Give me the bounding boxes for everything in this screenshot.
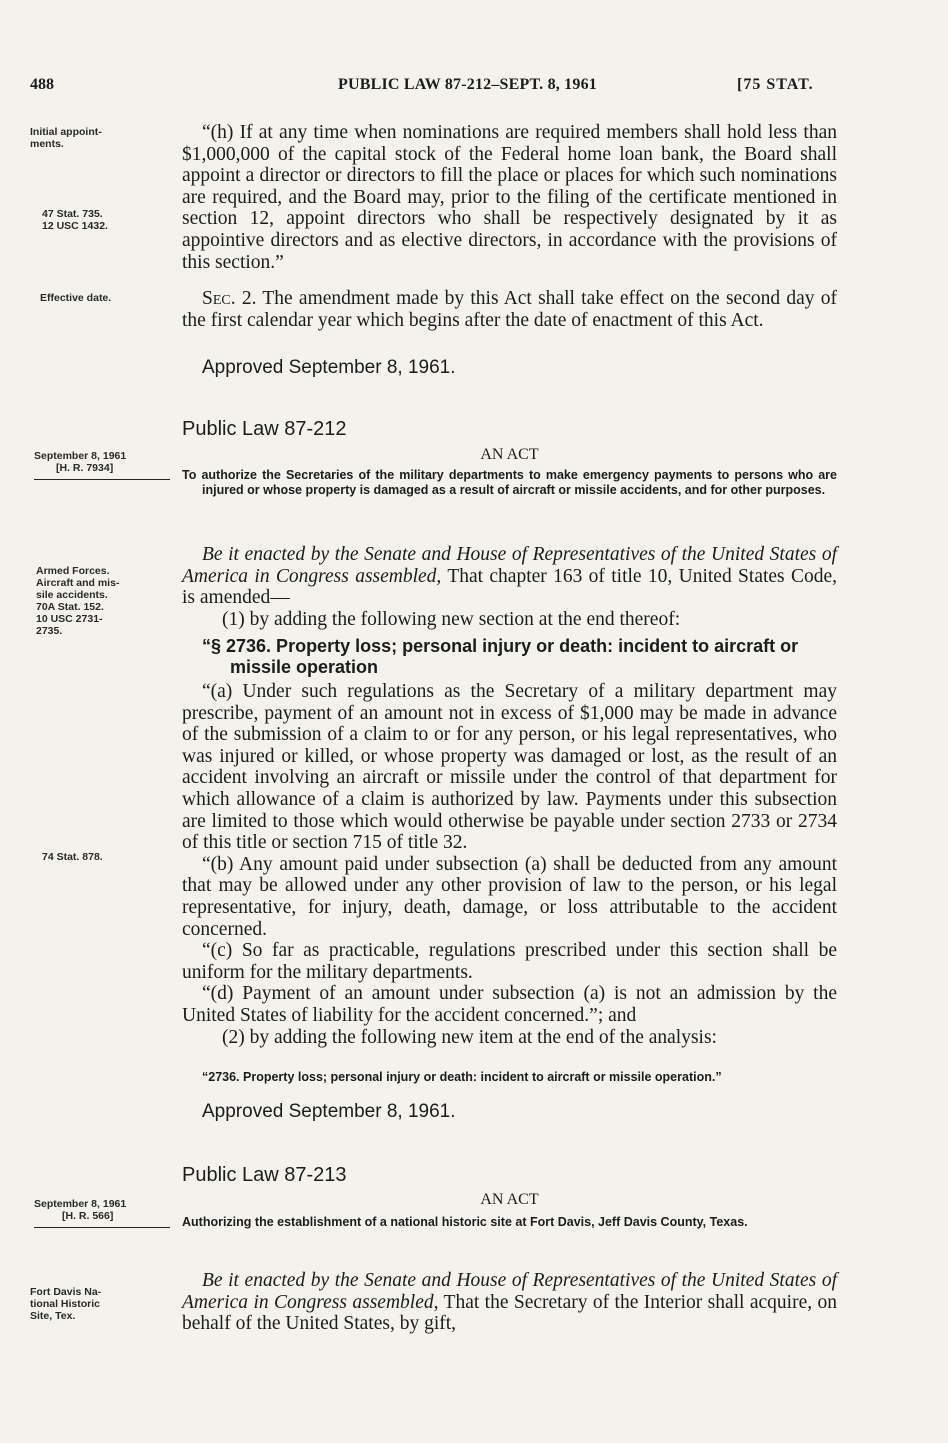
enacting-clause-213 [182, 1270, 837, 1335]
margin-line: [H. R. 566] [62, 1210, 114, 1222]
page-number: 488 [30, 76, 54, 93]
margin-line: tional Historic [30, 1298, 101, 1310]
purpose-213 [182, 1215, 837, 1230]
purpose-text: To authorize the Secretaries of the military departments to make emergency payments to persons who are injured or whose property is damaged as a result of aircraft or missile accidents, and for other purposes. [182, 468, 837, 497]
margin-line: Fort Davis Na- [30, 1286, 102, 1298]
an-act-213 [182, 1191, 837, 1209]
enacting-italic: Be it enacted by the Senate and House of Representatives of the United States of America in Congress assembled, [182, 1270, 837, 1313]
paragraph-d: “(d) Payment of an amount under subsection (a) is not an admission by the United States of liability for the accident concerned.”; and [182, 983, 837, 1026]
paragraph-h [182, 122, 837, 273]
purpose-212 [182, 468, 837, 498]
margin-line: September 8, 1961 [34, 450, 127, 462]
margin-note-sept8-213 [34, 1198, 174, 1222]
margin-note-sept8-212 [34, 450, 174, 474]
margin-note-74-stat [42, 851, 182, 863]
section-2 [182, 288, 837, 331]
margin-rule [34, 479, 170, 480]
section-label: Sec. 2. [202, 288, 257, 309]
analysis-item [202, 1070, 837, 1085]
section-2736-heading [202, 636, 837, 678]
public-law-213-heading: Public Law 87-213 [182, 1164, 347, 1186]
running-title: PUBLIC LAW 87-212–SEPT. 8, 1961 [338, 76, 597, 93]
section-heading-text: “§ 2736. Property loss; personal injury or death: incident to aircraft or missile operation [202, 636, 799, 677]
margin-line: 70A Stat. 152. [36, 601, 104, 613]
margin-note-armed-forces [36, 565, 176, 637]
margin-line: sile accidents. [36, 589, 108, 601]
margin-note-fort-davis [30, 1286, 170, 1322]
margin-note-effective-date [40, 292, 180, 304]
an-act-label: AN ACT [480, 1191, 539, 1208]
margin-line: 74 Stat. 878. [42, 851, 103, 863]
amendment-item-2: (2) by adding the following new item at the end of the analysis: [222, 1026, 717, 1048]
subsections-2736 [182, 681, 837, 1048]
margin-rule [34, 1227, 170, 1228]
margin-line: Effective date. [40, 292, 112, 304]
paragraph-text: “(h) If at any time when nominations are required members shall hold less than $1,000,000 of the capital stock of the Federal home loan bank, the Board shall appoint a director or directors to fill the place or places for which such nominations are required, and the Board may, prior to the filing of the certificate mentioned in section 12, appoint directors who shall be respectively designated by it as appointive directors and as elective directors, in accordance with the provisions of this section.” [182, 122, 837, 273]
paragraph-c: “(c) So far as practicable, regulations prescribed under this section shall be uniform for the military departments. [182, 940, 837, 983]
paragraph-b: “(b) Any amount paid under subsection (a) shall be deducted from any amount that may be allowed under any other provision of law to the person, or his legal representative, for injury, death, damage, or loss attributable to the accident concerned. [182, 853, 837, 940]
an-act-212 [182, 446, 837, 464]
margin-line: Aircraft and mis- [36, 577, 120, 589]
margin-line: [H. R. 7934] [56, 462, 114, 474]
approved-date-212: Approved September 8, 1961. [202, 357, 456, 378]
margin-line: 47 Stat. 735. [42, 208, 103, 220]
volume-label: [75 STAT. [737, 76, 814, 93]
margin-line: 2735. [36, 625, 63, 637]
margin-line: 10 USC 2731- [36, 613, 103, 625]
margin-note-47-stat [42, 208, 182, 232]
margin-line: 12 USC 1432. [42, 220, 108, 232]
enacting-text: That the Secretary of the Interior shall acquire, on behalf of the United States, by gift, [182, 1291, 837, 1335]
an-act-label: AN ACT [480, 446, 539, 463]
margin-note-initial-appointments [30, 126, 170, 150]
purpose-text: Authorizing the establishment of a national historic site at Fort Davis, Jeff Davis County, Texas. [182, 1215, 748, 1229]
margin-line: Armed Forces. [36, 565, 110, 577]
analysis-text: “2736. Property loss; personal injury or death: incident to aircraft or missile operation.” [202, 1070, 722, 1084]
margin-line: ments. [30, 138, 64, 150]
paragraph-text: The amendment made by this Act shall take effect on the second day of the first calendar year which begins after the date of enactment of this Act. [182, 288, 837, 331]
margin-line: Initial appoint- [30, 126, 102, 138]
enacting-italic: Be it enacted by the Senate and House of Representatives of the United States of America in Congress assembled, [182, 544, 837, 587]
paragraph-a: “(a) Under such regulations as the Secretary of a military department may prescribe, payment of an amount not in excess of $1,000 may be made in advance of the submission of a claim to or for any person, or his legal representatives, who was injured or killed, or whose property was damaged or lost, as the result of an accident involving an aircraft or missile under the control of that department for which allowance of a claim is authorized by law. Payments under this subsection are limited to those which would otherwise be payable under section 2733 or 2734 of this title or section 715 of title 32. [182, 681, 837, 854]
amendment-item-1: (1) by adding the following new section at the end thereof: [222, 608, 681, 630]
enacting-clause-212 [182, 544, 837, 630]
enacting-text: That chapter 163 of title 10, United States Code, is amended— [182, 565, 838, 609]
approved-date-213: Approved September 8, 1961. [202, 1101, 456, 1122]
public-law-212-heading: Public Law 87-212 [182, 418, 347, 440]
margin-line: Site, Tex. [30, 1310, 76, 1322]
margin-line: September 8, 1961 [34, 1198, 127, 1210]
